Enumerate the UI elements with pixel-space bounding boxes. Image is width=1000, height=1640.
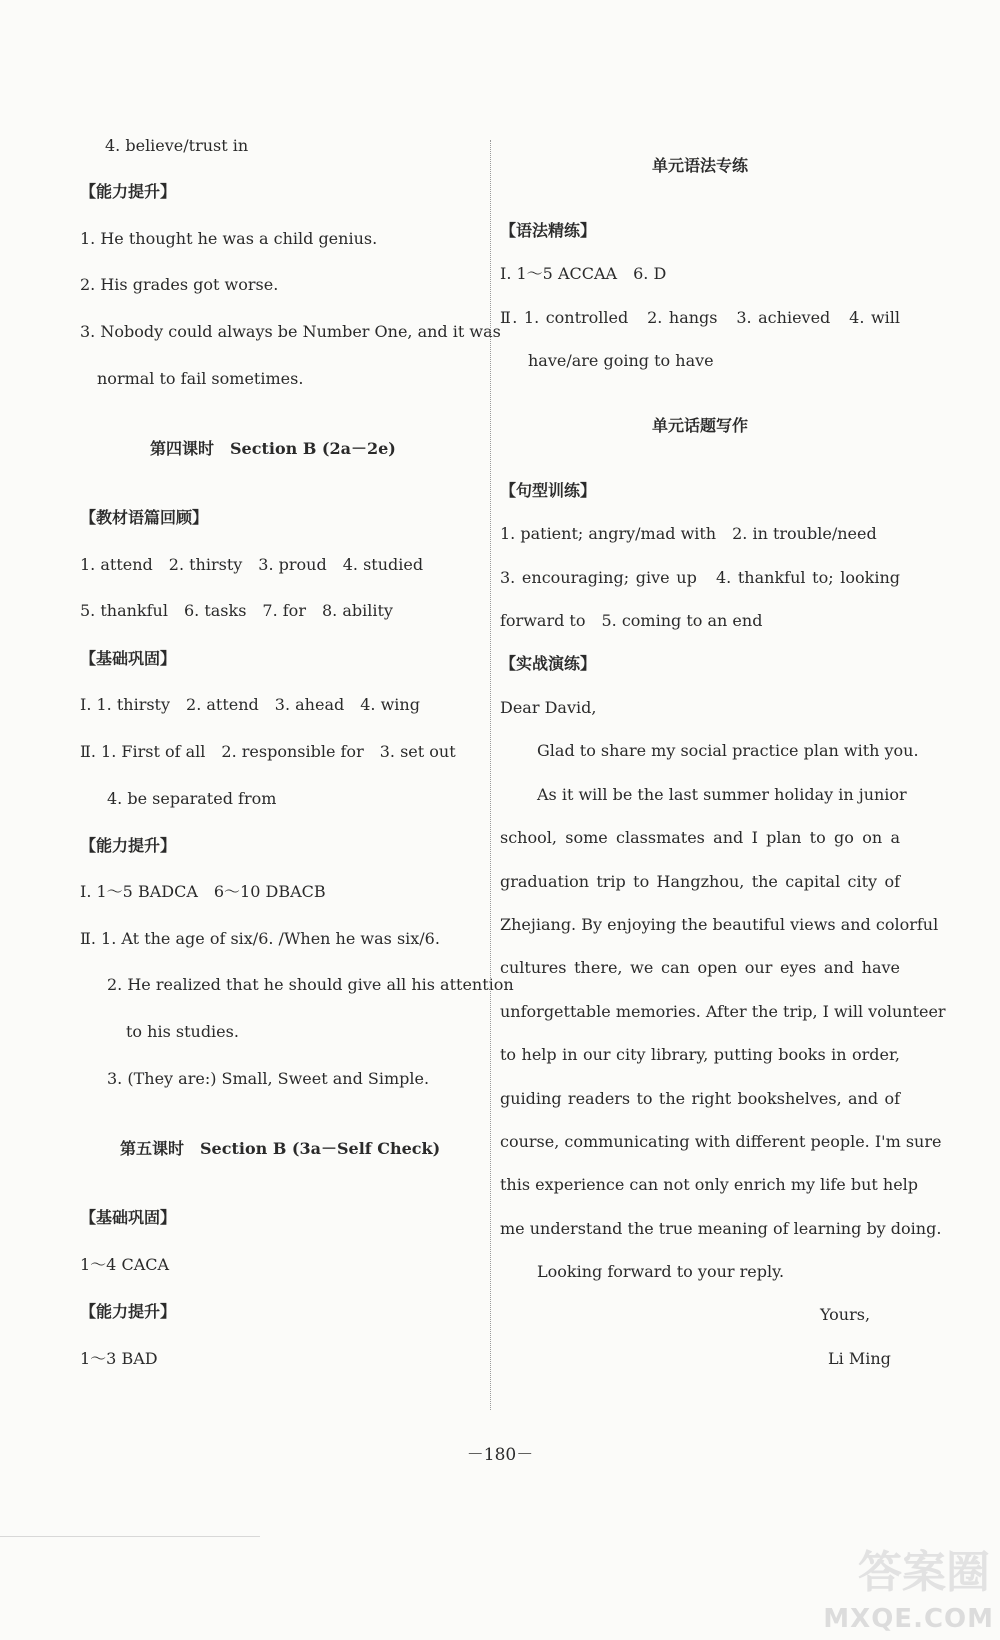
answer-line: Ⅰ. 1～5 BADCA 6～10 DBACB xyxy=(80,882,326,901)
answer-line: Ⅱ. 1. First of all 2. responsible for 3. set out xyxy=(80,742,456,761)
letter-closing: Looking forward to your reply. xyxy=(537,1262,785,1281)
unit-title: 单元语法专练 xyxy=(651,156,748,175)
section-heading: 【基础巩固】 xyxy=(80,649,177,668)
answer-line: have/are going to have xyxy=(528,351,714,370)
answer-line: Ⅰ. 1. thirsty 2. attend 3. ahead 4. wing xyxy=(80,695,420,714)
letter-line: Zhejiang. By enjoying the beautiful views and colorful xyxy=(500,915,939,934)
answer-line: 1～3 BAD xyxy=(80,1349,158,1368)
section-heading: 【句型训练】 xyxy=(500,481,597,500)
letter-line: course, communicating with different people. I'm sure xyxy=(500,1132,942,1151)
letter-line: me understand the true meaning of learning by doing. xyxy=(500,1219,942,1238)
section-heading: 【实战演练】 xyxy=(500,654,597,673)
section-heading: 【能力提升】 xyxy=(80,1302,177,1321)
section-heading: 【能力提升】 xyxy=(80,836,177,855)
answer-line: 1～4 CACA xyxy=(80,1255,170,1274)
lesson-title: 第五课时 Section B (3a－Self Check) xyxy=(120,1139,441,1158)
column-divider xyxy=(490,140,491,1410)
answer-line: forward to 5. coming to an end xyxy=(500,611,763,630)
letter-line: guiding readers to the right bookshelves, and of xyxy=(500,1089,900,1108)
letter-line: graduation trip to Hangzhou, the capital city of xyxy=(500,872,900,891)
letter-line: Glad to share my social practice plan with you. xyxy=(537,741,919,760)
letter-line: As it will be the last summer holiday in junior xyxy=(537,785,907,804)
letter-line: cultures there, we can open our eyes and have xyxy=(500,958,900,977)
watermark-logo: 答案圈 xyxy=(858,1547,990,1598)
answer-line: Ⅰ. 1～5 ACCAA 6. D xyxy=(500,264,667,283)
answer-line: 4. believe/trust in xyxy=(105,136,249,155)
answer-line: 2. He realized that he should give all his attention xyxy=(107,975,514,994)
letter-greeting: Dear David, xyxy=(500,698,597,717)
answer-line: normal to fail sometimes. xyxy=(97,369,304,388)
answer-line: 4. be separated from xyxy=(107,789,277,808)
footer-rule xyxy=(0,1536,260,1537)
section-heading: 【能力提升】 xyxy=(80,182,177,201)
answer-line: 5. thankful 6. tasks 7. for 8. ability xyxy=(80,601,393,620)
watermark-site: MXQE.COM xyxy=(823,1604,994,1634)
letter-line: school, some classmates and I plan to go on a xyxy=(500,828,900,847)
unit-title: 单元话题写作 xyxy=(651,416,748,435)
answer-line: Ⅱ. 1. At the age of six/6. /When he was six/6. xyxy=(80,929,440,948)
answer-line: 3. (They are:) Small, Sweet and Simple. xyxy=(107,1069,430,1088)
answer-line: 3. Nobody could always be Number One, and it was xyxy=(80,322,501,341)
page-number: －180－ xyxy=(466,1445,534,1465)
letter-line: unforgettable memories. After the trip, I will volunteer xyxy=(500,1002,946,1021)
letter-line: to help in our city library, putting books in order, xyxy=(500,1045,900,1064)
letter-signature: Li Ming xyxy=(828,1349,891,1368)
answer-line: 2. His grades got worse. xyxy=(80,275,279,294)
answer-line: 1. He thought he was a child genius. xyxy=(80,229,378,248)
letter-closing: Yours, xyxy=(820,1305,871,1324)
answer-line: 3. encouraging; give up 4. thankful to; looking xyxy=(500,568,900,587)
answer-line: 1. attend 2. thirsty 3. proud 4. studied xyxy=(80,555,424,574)
answer-line: to his studies. xyxy=(126,1022,239,1041)
lesson-title: 第四课时 Section B (2a－2e) xyxy=(150,439,396,458)
section-heading: 【基础巩固】 xyxy=(80,1208,177,1227)
answer-line: Ⅱ. 1. controlled 2. hangs 3. achieved 4. will xyxy=(500,308,900,327)
letter-line: this experience can not only enrich my life but help xyxy=(500,1175,919,1194)
section-heading: 【教材语篇回顾】 xyxy=(80,508,209,527)
answer-line: 1. patient; angry/mad with 2. in trouble/need xyxy=(500,524,877,543)
section-heading: 【语法精练】 xyxy=(500,221,597,240)
